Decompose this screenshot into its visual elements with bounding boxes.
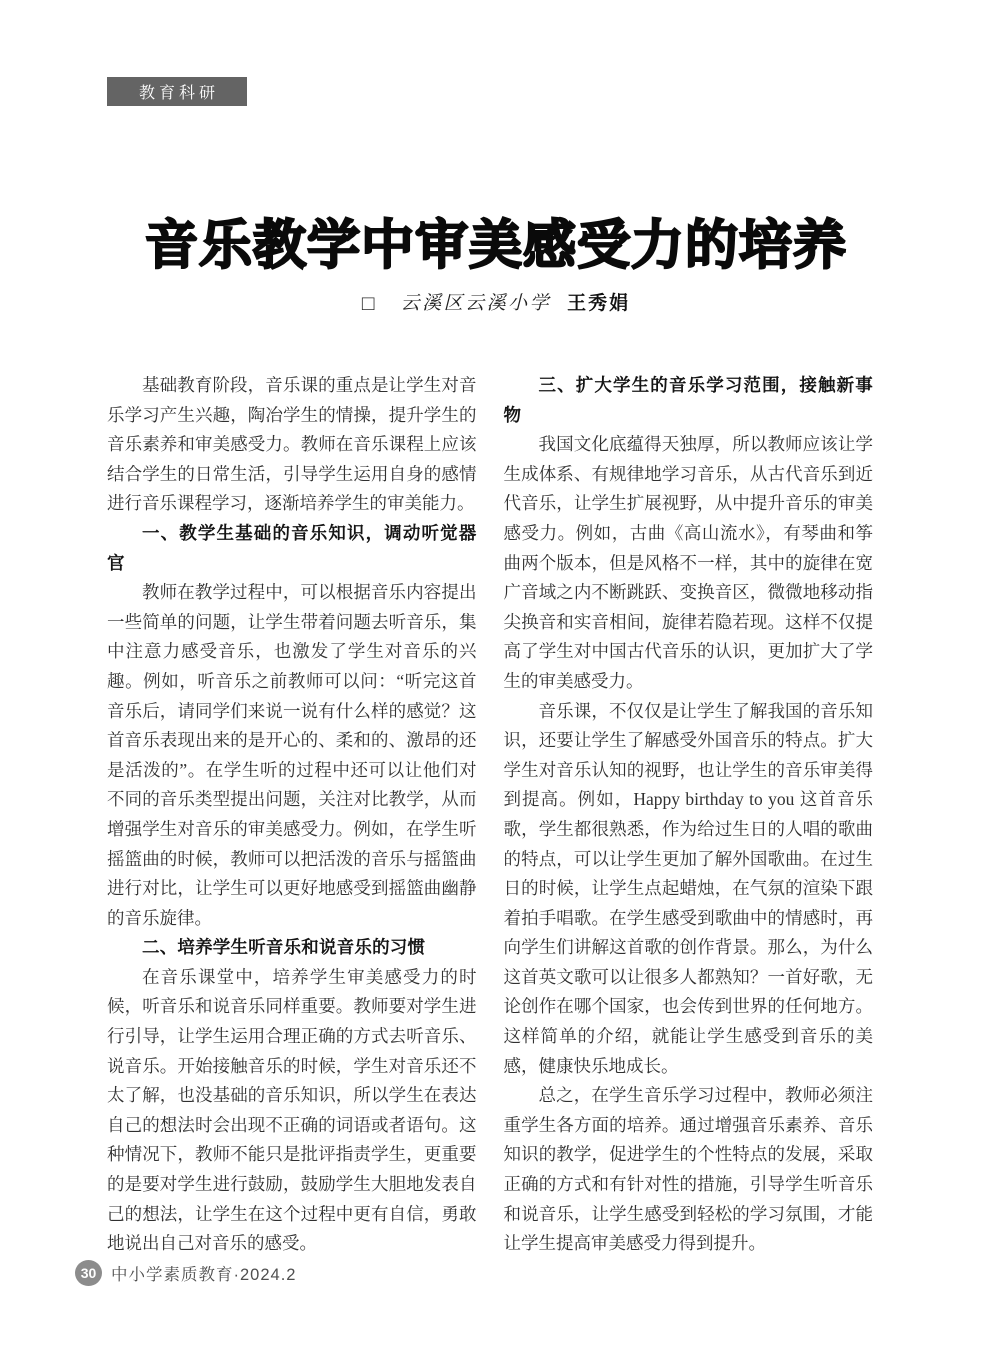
body-paragraph: 总之，在学生音乐学习过程中，教师必须注重学生各方面的培养。通过增强音乐素养、音乐知识的教学，促进学生的个性特点的发展，采取正确的方式和有针对性的措施，引导学生听音乐和说音乐，让学生感受到轻松的学习氛围，才能让学生提高审美感受力得到提升。 (503, 1085, 873, 1254)
right-column (504, 371, 874, 1259)
article-title: 音乐教学中审美感受力的培养 (145, 216, 847, 275)
section-heading-3: 三、扩大学生的音乐学习范围，接触新事物 (503, 375, 873, 425)
author-name: 王秀娟 (567, 293, 631, 314)
page-number-badge: 30 (75, 1260, 102, 1286)
section-heading-2: 二、培养学生听音乐和说音乐的习惯 (142, 937, 426, 958)
byline-square-marker: □ (361, 291, 375, 315)
category-badge: 教育科研 (107, 77, 247, 106)
body-paragraph: 音乐课，不仅仅是让学生了解我国的音乐知识，还要让学生了解感受外国音乐的特点。扩大学生对音乐认知的视野，也让学生的音乐审美得到提高。例如，Happy birthday to you 这首音乐歌，学生都很熟悉，作为给过生日的人唱的歌曲的特点，可以让学生更加了解外国歌曲。在过生日的时候，让学生点起蜡烛，在气氛的渲染下跟着拍手唱歌。在学生感受到歌曲中的情感时，再向学生们讲解这首歌的创作背景。那么，为什么这首英文歌可以让很多人都熟知？一首好歌，无论创作在哪个国家，也会传到世界的任何地方。这样简单的介绍，就能让学生感受到音乐的美感，健康快乐地成长。 (503, 700, 873, 1076)
page-footer (75, 1260, 296, 1286)
author-affiliation: 云溪区云溪小学 (400, 293, 552, 314)
left-column (107, 371, 477, 1259)
body-paragraph: 教师在教学过程中，可以根据音乐内容提出一些简单的问题，让学生带着问题去听音乐，集中注意力感受音乐，也激发了学生对音乐的兴趣。例如，听音乐之前教师可以问：“听完这首音乐后，请同学们来说一说有什么样的感觉？这首音乐表现出来的是开心的、柔和的、激昂的还是活泼的”。在学生听的过程中还可以让他们对不同的音乐类型提出问题，关注对比教学，从而增强学生对音乐的审美感受力。例如，在学生听摇篮曲的时候，教师可以把活泼的音乐与摇篮曲进行对比，让学生可以更好地感受到摇篮曲幽静的音乐旋律。 (107, 582, 477, 928)
body-paragraph: 在音乐课堂中，培养学生审美感受力的时候，听音乐和说音乐同样重要。教师要对学生进行引导，让学生运用合理正确的方式去听音乐、说音乐。开始接触音乐的时候，学生对音乐还不太了解，也没基础的音乐知识，所以学生在表达自己的想法时会出现不正确的词语或者语句。这种情况下，教师不能只是批评指责学生，更重要的是要对学生进行鼓励，鼓励学生大胆地发表自己的想法，让学生在这个过程中更有自信，勇敢地说出自己对音乐的感受。 (107, 966, 477, 1254)
article-body (107, 371, 873, 1259)
section-heading-1: 一、教学生基础的音乐知识，调动听觉器官 (107, 522, 477, 573)
body-paragraph: 我国文化底蕴得天独厚，所以教师应该让学生成体系、有规律地学习音乐，从古代音乐到近代音乐，让学生扩展视野，从中提升音乐的审美感受力。例如，古曲《高山流水》，有琴曲和筝曲两个版本，但是风格不一样，其中的旋律在宽广音域之内不断跳跃、变换音区，微微地移动指尖换音和实音相间，旋律若隐若现。这样不仅提高了学生对中国古代音乐的认识，更加扩大了学生的审美感受力。 (503, 434, 873, 691)
byline (0, 288, 992, 316)
body-paragraph: 基础教育阶段，音乐课的重点是让学生对音乐学习产生兴趣，陶冶学生的情操，提升学生的音乐素养和审美感受力。教师在音乐课程上应该结合学生的日常生活，引导学生运用自身的感情进行音乐课程学习，逐渐培养学生的审美能力。 (107, 375, 477, 514)
journal-name: 中小学素质教育·2024.2 (111, 1266, 297, 1284)
